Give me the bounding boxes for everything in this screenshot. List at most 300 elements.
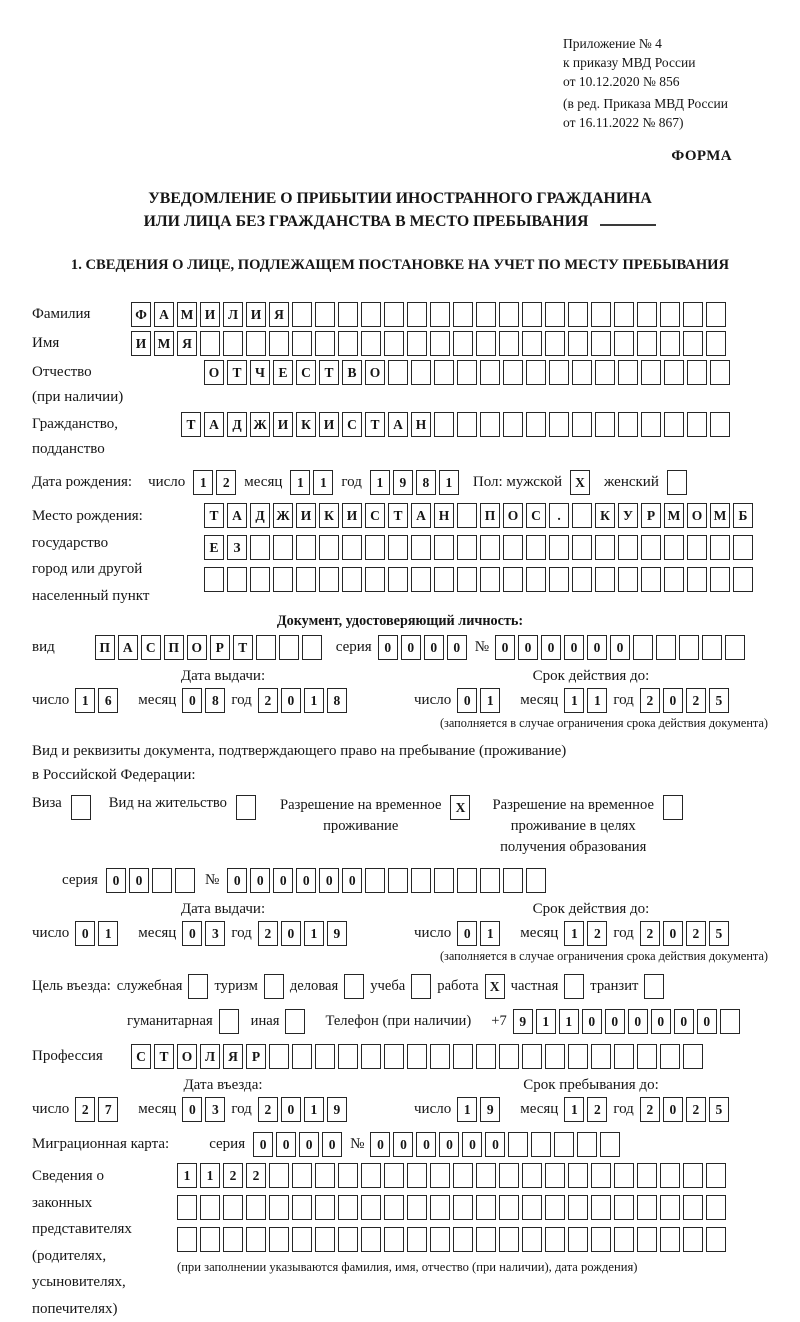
res-valid-day-cell[interactable]: 0 (457, 921, 477, 946)
birth-place-cell[interactable]: М (710, 503, 730, 528)
purpose-cell[interactable] (564, 974, 584, 999)
mig-number-cell[interactable] (508, 1132, 528, 1157)
legal-reps-cell[interactable] (223, 1195, 243, 1220)
legal-reps-cell[interactable] (499, 1195, 519, 1220)
legal-reps-cell[interactable] (660, 1227, 680, 1252)
legal-reps-cell[interactable] (683, 1163, 703, 1188)
birth-month-cell[interactable]: 1 (290, 470, 310, 495)
birth-place-cell[interactable] (457, 567, 477, 592)
profession-cell[interactable] (384, 1044, 404, 1069)
patronymic-cell[interactable]: О (365, 360, 385, 385)
id-number-cell[interactable] (656, 635, 676, 660)
legal-reps-cell[interactable] (177, 1227, 197, 1252)
patronymic-cell[interactable] (549, 360, 569, 385)
doc-kind-cell[interactable]: О (187, 635, 207, 660)
patronymic-cell[interactable] (503, 360, 523, 385)
birth-place-cell[interactable] (342, 535, 362, 560)
res-valid-year-cell[interactable]: 0 (663, 921, 683, 946)
legal-reps-cell[interactable] (407, 1163, 427, 1188)
legal-reps-cell[interactable] (706, 1227, 726, 1252)
mig-series-cell[interactable]: 0 (253, 1132, 273, 1157)
given-name-cell[interactable] (568, 331, 588, 356)
given-name-cell[interactable] (361, 331, 381, 356)
birth-place-cell[interactable] (480, 535, 500, 560)
birth-place-cell[interactable]: Е (204, 535, 224, 560)
given-name-cell[interactable] (476, 331, 496, 356)
birth-place-cell[interactable] (388, 535, 408, 560)
stay-year-cell[interactable]: 2 (686, 1097, 706, 1122)
birth-month-cell[interactable]: 1 (313, 470, 333, 495)
legal-reps-cell[interactable] (591, 1163, 611, 1188)
given-name-cell[interactable] (660, 331, 680, 356)
birth-place-cell[interactable] (457, 503, 477, 528)
entry-year-cell[interactable]: 9 (327, 1097, 347, 1122)
stay-month-cell[interactable]: 1 (564, 1097, 584, 1122)
birth-place-cell[interactable] (572, 567, 592, 592)
patronymic-cell[interactable] (664, 360, 684, 385)
id-valid-month-cell[interactable]: 1 (587, 688, 607, 713)
given-name-cell[interactable] (246, 331, 266, 356)
entry-month-cell[interactable]: 3 (205, 1097, 225, 1122)
id-number-cell[interactable] (679, 635, 699, 660)
legal-reps-cell[interactable] (637, 1227, 657, 1252)
id-number-cell[interactable]: 0 (564, 635, 584, 660)
phone-cell[interactable]: 0 (605, 1009, 625, 1034)
profession-cell[interactable] (269, 1044, 289, 1069)
patronymic-cell[interactable]: О (204, 360, 224, 385)
legal-reps-cell[interactable] (292, 1163, 312, 1188)
given-name-cell[interactable] (315, 331, 335, 356)
legal-reps-cell[interactable] (269, 1163, 289, 1188)
legal-reps-cell[interactable] (614, 1163, 634, 1188)
surname-cell[interactable] (361, 302, 381, 327)
legal-reps-cell[interactable] (614, 1227, 634, 1252)
birth-place-cell[interactable]: Р (641, 503, 661, 528)
res-issue-month-cell[interactable]: 0 (182, 921, 202, 946)
legal-reps-cell[interactable] (545, 1163, 565, 1188)
birth-place-cell[interactable]: М (664, 503, 684, 528)
res-number-cell[interactable]: 0 (227, 868, 247, 893)
birth-place-cell[interactable]: Д (250, 503, 270, 528)
profession-cell[interactable] (338, 1044, 358, 1069)
profession-cell[interactable] (476, 1044, 496, 1069)
mig-number-cell[interactable]: 0 (393, 1132, 413, 1157)
given-name-cell[interactable] (614, 331, 634, 356)
patronymic-cell[interactable] (480, 360, 500, 385)
res-number-cell[interactable]: 0 (296, 868, 316, 893)
legal-reps-cell[interactable] (223, 1227, 243, 1252)
surname-cell[interactable] (407, 302, 427, 327)
birth-place-cell[interactable]: Б (733, 503, 753, 528)
mig-number-cell[interactable] (554, 1132, 574, 1157)
citizenship-cell[interactable] (595, 412, 615, 437)
entry-year-cell[interactable]: 1 (304, 1097, 324, 1122)
legal-reps-cell[interactable] (200, 1227, 220, 1252)
birth-place-cell[interactable] (664, 567, 684, 592)
mig-number-cell[interactable]: 0 (370, 1132, 390, 1157)
legal-reps-cell[interactable] (453, 1195, 473, 1220)
surname-cell[interactable] (637, 302, 657, 327)
legal-reps-cell[interactable] (568, 1195, 588, 1220)
id-number-cell[interactable] (725, 635, 745, 660)
purpose-cell[interactable] (344, 974, 364, 999)
given-name-cell[interactable] (407, 331, 427, 356)
legal-reps-cell[interactable]: 1 (200, 1163, 220, 1188)
legal-reps-cell[interactable] (384, 1195, 404, 1220)
id-issue-year-cell[interactable]: 0 (281, 688, 301, 713)
citizenship-cell[interactable] (434, 412, 454, 437)
res-number-cell[interactable] (411, 868, 431, 893)
stay-month-cell[interactable]: 2 (587, 1097, 607, 1122)
legal-reps-cell[interactable] (683, 1195, 703, 1220)
given-name-cell[interactable] (637, 331, 657, 356)
birth-place-cell[interactable] (204, 567, 224, 592)
phone-cell[interactable]: 0 (697, 1009, 717, 1034)
stay-day-cell[interactable]: 9 (480, 1097, 500, 1122)
birth-place-cell[interactable]: О (503, 503, 523, 528)
given-name-cell[interactable] (545, 331, 565, 356)
stay-day-cell[interactable]: 1 (457, 1097, 477, 1122)
stay-year-cell[interactable]: 0 (663, 1097, 683, 1122)
res-number-cell[interactable]: 0 (319, 868, 339, 893)
legal-reps-cell[interactable] (568, 1163, 588, 1188)
birth-place-cell[interactable]: Н (434, 503, 454, 528)
mig-number-cell[interactable]: 0 (416, 1132, 436, 1157)
patronymic-cell[interactable] (687, 360, 707, 385)
res-number-cell[interactable]: 0 (342, 868, 362, 893)
legal-reps-cell[interactable] (706, 1195, 726, 1220)
citizenship-cell[interactable] (549, 412, 569, 437)
mig-number-cell[interactable]: 0 (462, 1132, 482, 1157)
legal-reps-cell[interactable] (338, 1163, 358, 1188)
purpose-cell[interactable] (219, 1009, 239, 1034)
birth-place-cell[interactable] (710, 567, 730, 592)
birth-place-cell[interactable]: У (618, 503, 638, 528)
temp-residence-edu-cell[interactable] (663, 795, 683, 820)
given-name-cell[interactable]: Я (177, 331, 197, 356)
id-valid-year-cell[interactable]: 2 (686, 688, 706, 713)
profession-cell[interactable] (591, 1044, 611, 1069)
legal-reps-cell[interactable] (522, 1227, 542, 1252)
legal-reps-cell[interactable] (453, 1163, 473, 1188)
legal-reps-cell[interactable]: 2 (223, 1163, 243, 1188)
res-number-cell[interactable] (388, 868, 408, 893)
birth-year-cell[interactable]: 1 (370, 470, 390, 495)
profession-cell[interactable] (315, 1044, 335, 1069)
sex-male-cell[interactable]: X (570, 470, 590, 495)
surname-cell[interactable]: А (154, 302, 174, 327)
id-valid-day-cell[interactable]: 1 (480, 688, 500, 713)
surname-cell[interactable] (683, 302, 703, 327)
legal-reps-cell[interactable] (545, 1195, 565, 1220)
surname-cell[interactable]: Я (269, 302, 289, 327)
given-name-cell[interactable]: М (154, 331, 174, 356)
legal-reps-cell[interactable] (430, 1163, 450, 1188)
legal-reps-cell[interactable] (637, 1195, 657, 1220)
given-name-cell[interactable] (269, 331, 289, 356)
citizenship-cell[interactable]: Т (365, 412, 385, 437)
purpose-cell[interactable] (285, 1009, 305, 1034)
doc-kind-cell[interactable] (302, 635, 322, 660)
legal-reps-cell[interactable] (545, 1227, 565, 1252)
residence-permit-cell[interactable] (236, 795, 256, 820)
id-issue-month-cell[interactable]: 0 (182, 688, 202, 713)
legal-reps-cell[interactable] (522, 1195, 542, 1220)
birth-place-cell[interactable]: Т (204, 503, 224, 528)
legal-reps-cell[interactable] (361, 1163, 381, 1188)
birth-place-cell[interactable]: Ж (273, 503, 293, 528)
given-name-cell[interactable] (430, 331, 450, 356)
legal-reps-cell[interactable] (476, 1195, 496, 1220)
birth-place-cell[interactable] (319, 535, 339, 560)
birth-place-cell[interactable] (733, 567, 753, 592)
legal-reps-cell[interactable] (407, 1195, 427, 1220)
entry-day-cell[interactable]: 7 (98, 1097, 118, 1122)
birth-place-cell[interactable] (411, 535, 431, 560)
profession-cell[interactable] (361, 1044, 381, 1069)
profession-cell[interactable] (453, 1044, 473, 1069)
profession-cell[interactable] (522, 1044, 542, 1069)
surname-cell[interactable] (292, 302, 312, 327)
surname-cell[interactable] (545, 302, 565, 327)
patronymic-cell[interactable] (457, 360, 477, 385)
legal-reps-cell[interactable] (637, 1163, 657, 1188)
id-issue-day-cell[interactable]: 6 (98, 688, 118, 713)
birth-place-cell[interactable] (503, 567, 523, 592)
res-valid-month-cell[interactable]: 2 (587, 921, 607, 946)
purpose-cell[interactable] (644, 974, 664, 999)
legal-reps-cell[interactable] (292, 1227, 312, 1252)
birth-place-cell[interactable] (434, 567, 454, 592)
legal-reps-cell[interactable] (177, 1195, 197, 1220)
citizenship-cell[interactable]: А (388, 412, 408, 437)
surname-cell[interactable]: Ф (131, 302, 151, 327)
patronymic-cell[interactable]: Т (227, 360, 247, 385)
legal-reps-cell[interactable] (706, 1163, 726, 1188)
surname-cell[interactable]: Л (223, 302, 243, 327)
id-valid-year-cell[interactable]: 5 (709, 688, 729, 713)
purpose-cell[interactable] (264, 974, 284, 999)
birth-day-cell[interactable]: 2 (216, 470, 236, 495)
legal-reps-cell[interactable]: 1 (177, 1163, 197, 1188)
profession-cell[interactable]: С (131, 1044, 151, 1069)
mig-number-cell[interactable] (531, 1132, 551, 1157)
citizenship-cell[interactable] (687, 412, 707, 437)
profession-cell[interactable] (545, 1044, 565, 1069)
res-issue-year-cell[interactable]: 9 (327, 921, 347, 946)
res-number-cell[interactable] (434, 868, 454, 893)
profession-cell[interactable]: Р (246, 1044, 266, 1069)
id-number-cell[interactable]: 0 (495, 635, 515, 660)
birth-place-cell[interactable] (595, 567, 615, 592)
birth-place-cell[interactable] (664, 535, 684, 560)
birth-place-cell[interactable] (365, 567, 385, 592)
legal-reps-cell[interactable] (315, 1195, 335, 1220)
birth-place-cell[interactable] (457, 535, 477, 560)
given-name-cell[interactable] (223, 331, 243, 356)
stay-year-cell[interactable]: 2 (640, 1097, 660, 1122)
birth-place-cell[interactable] (296, 567, 316, 592)
birth-place-cell[interactable]: З (227, 535, 247, 560)
sex-female-cell[interactable] (667, 470, 687, 495)
citizenship-cell[interactable]: Н (411, 412, 431, 437)
birth-place-cell[interactable] (641, 567, 661, 592)
legal-reps-cell[interactable] (338, 1195, 358, 1220)
birth-place-cell[interactable] (618, 535, 638, 560)
mig-number-cell[interactable] (600, 1132, 620, 1157)
legal-reps-cell[interactable] (430, 1195, 450, 1220)
birth-place-cell[interactable] (411, 567, 431, 592)
id-issue-year-cell[interactable]: 2 (258, 688, 278, 713)
id-series-cell[interactable]: 0 (424, 635, 444, 660)
legal-reps-cell[interactable] (660, 1195, 680, 1220)
legal-reps-cell[interactable] (660, 1163, 680, 1188)
mig-series-cell[interactable]: 0 (276, 1132, 296, 1157)
birth-place-cell[interactable]: Т (388, 503, 408, 528)
profession-cell[interactable] (660, 1044, 680, 1069)
birth-place-cell[interactable] (618, 567, 638, 592)
birth-place-cell[interactable]: О (687, 503, 707, 528)
id-issue-year-cell[interactable]: 8 (327, 688, 347, 713)
citizenship-cell[interactable]: Ж (250, 412, 270, 437)
birth-place-cell[interactable] (227, 567, 247, 592)
res-issue-day-cell[interactable]: 0 (75, 921, 95, 946)
surname-cell[interactable] (453, 302, 473, 327)
res-valid-year-cell[interactable]: 2 (640, 921, 660, 946)
id-number-cell[interactable] (633, 635, 653, 660)
birth-place-cell[interactable] (687, 567, 707, 592)
legal-reps-cell[interactable] (361, 1227, 381, 1252)
legal-reps-cell[interactable] (453, 1227, 473, 1252)
res-valid-year-cell[interactable]: 2 (686, 921, 706, 946)
birth-year-cell[interactable]: 8 (416, 470, 436, 495)
entry-year-cell[interactable]: 0 (281, 1097, 301, 1122)
citizenship-cell[interactable] (664, 412, 684, 437)
patronymic-cell[interactable] (595, 360, 615, 385)
citizenship-cell[interactable]: Т (181, 412, 201, 437)
patronymic-cell[interactable] (710, 360, 730, 385)
birth-place-cell[interactable]: И (342, 503, 362, 528)
given-name-cell[interactable] (200, 331, 220, 356)
birth-place-cell[interactable] (526, 567, 546, 592)
res-valid-day-cell[interactable]: 1 (480, 921, 500, 946)
birth-place-cell[interactable]: А (411, 503, 431, 528)
given-name-cell[interactable] (499, 331, 519, 356)
res-number-cell[interactable] (526, 868, 546, 893)
profession-cell[interactable] (292, 1044, 312, 1069)
birth-place-cell[interactable] (250, 567, 270, 592)
birth-place-cell[interactable]: И (296, 503, 316, 528)
surname-cell[interactable] (384, 302, 404, 327)
patronymic-cell[interactable]: Т (319, 360, 339, 385)
surname-cell[interactable] (315, 302, 335, 327)
birth-place-cell[interactable] (342, 567, 362, 592)
profession-cell[interactable]: Л (200, 1044, 220, 1069)
phone-cell[interactable]: 0 (651, 1009, 671, 1034)
patronymic-cell[interactable] (411, 360, 431, 385)
mig-series-cell[interactable]: 0 (322, 1132, 342, 1157)
surname-cell[interactable] (522, 302, 542, 327)
id-number-cell[interactable]: 0 (610, 635, 630, 660)
legal-reps-cell[interactable] (499, 1163, 519, 1188)
legal-reps-cell[interactable] (292, 1195, 312, 1220)
birth-place-cell[interactable] (319, 567, 339, 592)
given-name-cell[interactable] (292, 331, 312, 356)
surname-cell[interactable] (591, 302, 611, 327)
profession-cell[interactable]: Т (154, 1044, 174, 1069)
birth-place-cell[interactable] (480, 567, 500, 592)
mig-number-cell[interactable]: 0 (439, 1132, 459, 1157)
citizenship-cell[interactable]: Д (227, 412, 247, 437)
legal-reps-cell[interactable] (384, 1227, 404, 1252)
citizenship-cell[interactable]: К (296, 412, 316, 437)
given-name-cell[interactable]: И (131, 331, 151, 356)
citizenship-cell[interactable] (457, 412, 477, 437)
given-name-cell[interactable] (591, 331, 611, 356)
entry-month-cell[interactable]: 0 (182, 1097, 202, 1122)
phone-cell[interactable] (720, 1009, 740, 1034)
citizenship-cell[interactable] (710, 412, 730, 437)
purpose-cell[interactable] (411, 974, 431, 999)
phone-cell[interactable]: 0 (582, 1009, 602, 1034)
citizenship-cell[interactable]: С (342, 412, 362, 437)
doc-kind-cell[interactable]: С (141, 635, 161, 660)
id-number-cell[interactable]: 0 (587, 635, 607, 660)
birth-place-cell[interactable] (526, 535, 546, 560)
birth-place-cell[interactable] (388, 567, 408, 592)
patronymic-cell[interactable] (618, 360, 638, 385)
surname-cell[interactable] (568, 302, 588, 327)
patronymic-cell[interactable] (641, 360, 661, 385)
res-series-cell[interactable] (175, 868, 195, 893)
phone-cell[interactable]: 1 (559, 1009, 579, 1034)
legal-reps-cell[interactable] (407, 1227, 427, 1252)
citizenship-cell[interactable] (503, 412, 523, 437)
birth-place-cell[interactable] (296, 535, 316, 560)
patronymic-cell[interactable]: Ч (250, 360, 270, 385)
birth-year-cell[interactable]: 1 (439, 470, 459, 495)
purpose-cell[interactable]: X (485, 974, 505, 999)
res-issue-year-cell[interactable]: 2 (258, 921, 278, 946)
id-number-cell[interactable]: 0 (518, 635, 538, 660)
legal-reps-cell[interactable] (315, 1163, 335, 1188)
res-valid-year-cell[interactable]: 5 (709, 921, 729, 946)
given-name-cell[interactable] (384, 331, 404, 356)
res-number-cell[interactable] (503, 868, 523, 893)
birth-place-cell[interactable] (273, 567, 293, 592)
birth-place-cell[interactable] (641, 535, 661, 560)
legal-reps-cell[interactable]: 2 (246, 1163, 266, 1188)
temp-residence-cell[interactable]: X (450, 795, 470, 820)
mig-number-cell[interactable] (577, 1132, 597, 1157)
legal-reps-cell[interactable] (269, 1195, 289, 1220)
surname-cell[interactable] (430, 302, 450, 327)
birth-place-cell[interactable] (572, 503, 592, 528)
profession-cell[interactable] (614, 1044, 634, 1069)
stay-year-cell[interactable]: 5 (709, 1097, 729, 1122)
phone-cell[interactable]: 0 (628, 1009, 648, 1034)
given-name-cell[interactable] (522, 331, 542, 356)
doc-kind-cell[interactable]: Т (233, 635, 253, 660)
id-valid-year-cell[interactable]: 2 (640, 688, 660, 713)
res-number-cell[interactable]: 0 (273, 868, 293, 893)
res-valid-month-cell[interactable]: 1 (564, 921, 584, 946)
id-series-cell[interactable]: 0 (447, 635, 467, 660)
surname-cell[interactable]: И (246, 302, 266, 327)
legal-reps-cell[interactable] (683, 1227, 703, 1252)
entry-day-cell[interactable]: 2 (75, 1097, 95, 1122)
id-issue-year-cell[interactable]: 1 (304, 688, 324, 713)
